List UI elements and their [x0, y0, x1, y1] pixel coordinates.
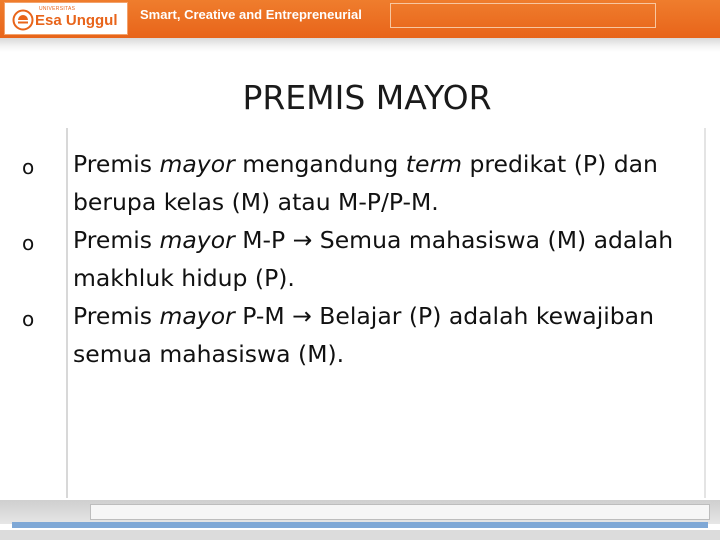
right-frame-line [704, 128, 706, 498]
text-run: Premis [73, 226, 160, 254]
italic-term: mayor [159, 302, 235, 330]
text-run: Premis [73, 150, 160, 178]
bullet-marker: o [22, 155, 35, 179]
text-run: M-P [234, 226, 293, 254]
footer-inner-panel [90, 504, 710, 520]
text-run: Semua mahasiswa (M) adalah makhluk hidup (P). [73, 226, 674, 292]
bullet-text [73, 150, 658, 216]
header-banner [0, 0, 720, 38]
bullet-item-1 [22, 145, 698, 221]
text-run: predikat (P) dan berupa kelas (M) atau M-P/P-M. [73, 150, 658, 216]
text-run: mengandung [234, 150, 406, 178]
logo-subtitle: UNIVERSITAS [39, 6, 76, 12]
esa-unggul-logo-icon [12, 9, 34, 31]
italic-term: term [405, 150, 463, 178]
bullet-list [22, 145, 698, 373]
tagline: Smart, Creative and Entrepreneurial [140, 7, 362, 22]
text-run: Belajar (P) adalah kewajiban semua mahasiswa (M). [73, 302, 654, 368]
text-run: P-M [234, 302, 293, 330]
bullet-marker: o [22, 231, 35, 255]
italic-term: mayor [159, 226, 235, 254]
header-shadow [0, 38, 720, 52]
bullet-text [73, 302, 654, 368]
bullet-item-3 [22, 297, 698, 373]
bullet-marker: o [22, 307, 35, 331]
header-outline-box [390, 3, 656, 28]
footer-accent-line [12, 522, 708, 528]
italic-term: mayor [159, 150, 235, 178]
slide-title: PREMIS MAYOR [242, 78, 492, 117]
arrow-right-icon: → [292, 302, 312, 330]
arrow-right-icon: → [292, 226, 313, 254]
logo-wordmark: Esa Unggul [35, 12, 118, 29]
bullet-item-2 [22, 221, 698, 297]
footer-base [0, 530, 720, 540]
bullet-text [73, 226, 673, 292]
text-run: Premis [73, 302, 160, 330]
university-logo [4, 2, 128, 35]
